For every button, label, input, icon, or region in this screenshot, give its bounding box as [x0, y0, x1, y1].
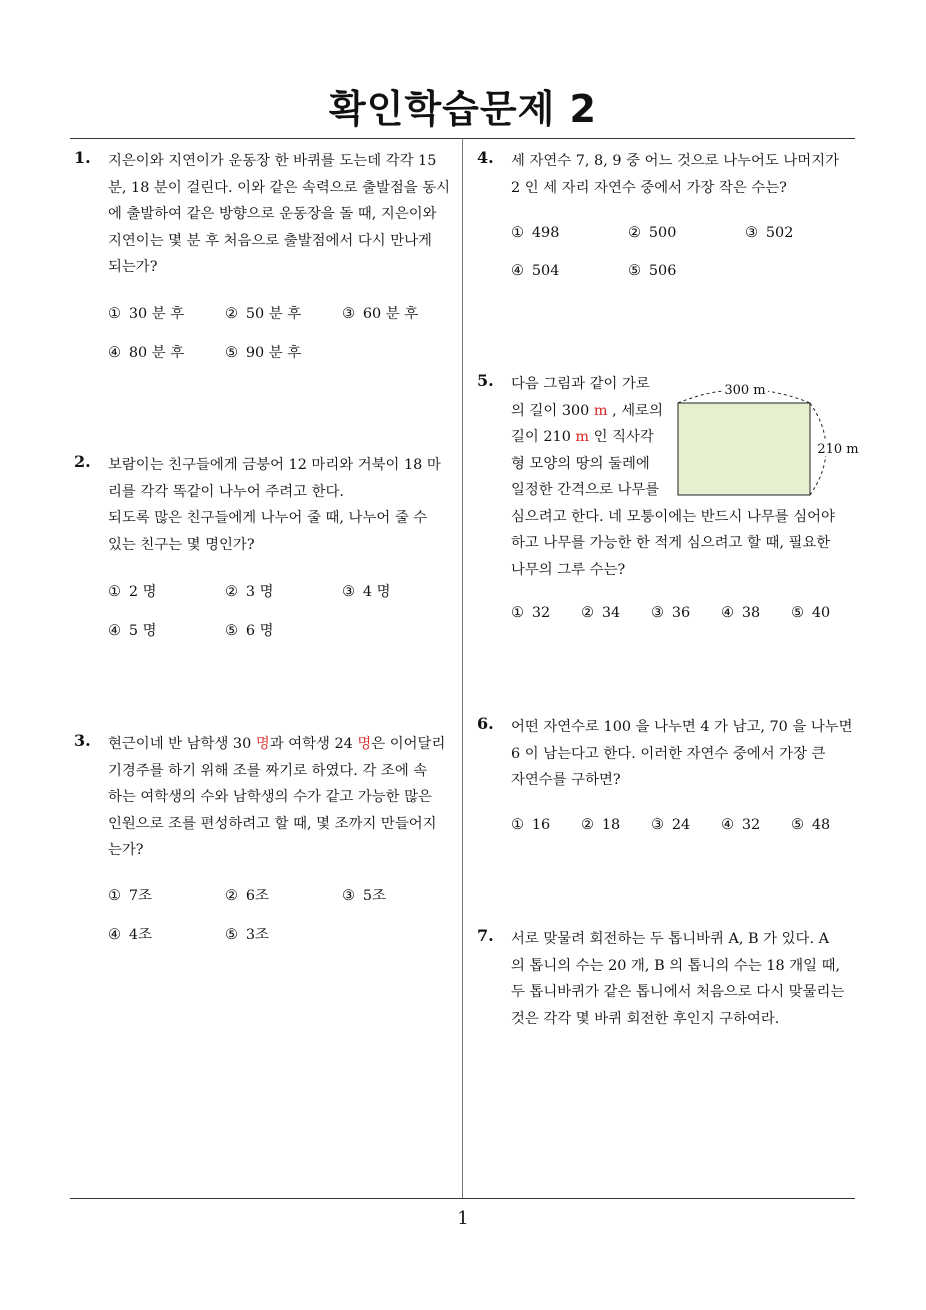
question-line: 기경주를 하기 위해 조를 짜기로 하였다. 각 조에 속: [108, 762, 428, 779]
question-line: 2 인 세 자리 자연수 중에서 가장 작은 수는?: [511, 179, 787, 196]
question-line: 나무의 그루 수는?: [511, 561, 626, 578]
choice-4[interactable]: ④ 32: [721, 817, 761, 833]
choice-2[interactable]: ② 500: [628, 225, 677, 241]
question-line: 두 톱니바퀴가 같은 톱니에서 처음으로 다시 맞물리는: [511, 984, 845, 1000]
question-2: [74, 452, 464, 652]
choice-2[interactable]: ② 6조: [225, 888, 269, 904]
choice-5[interactable]: ⑤ 506: [628, 263, 677, 279]
choice-1[interactable]: ① 30 분 후: [108, 306, 185, 322]
choice-5[interactable]: ⑤ 90 분 후: [225, 345, 302, 361]
question-line: 되는가?: [108, 259, 158, 275]
question-line: 자연수를 구하면?: [511, 772, 621, 788]
choice-3[interactable]: ③ 36: [651, 605, 691, 621]
question-line: 리를 각각 똑같이 나누어 주려고 한다.: [108, 483, 344, 500]
question-line: 형 모양의 땅의 둘레에: [511, 455, 650, 472]
question-line: 다음 그림과 같이 가로: [511, 376, 650, 392]
choice-3[interactable]: ③ 60 분 후: [342, 306, 419, 322]
choice-1[interactable]: ① 2 명: [108, 584, 157, 600]
question-1: [74, 148, 464, 368]
choice-2[interactable]: ② 50 분 후: [225, 306, 302, 322]
bottom-rule: [70, 1198, 855, 1199]
question-number: 3.: [74, 731, 91, 750]
choice-5[interactable]: ⑤ 40: [791, 605, 831, 621]
question-4: [477, 148, 867, 288]
choice-3[interactable]: ③ 5조: [342, 888, 386, 904]
choice-3[interactable]: ③ 24: [651, 817, 691, 833]
page-number: 1: [457, 1208, 469, 1229]
question-line: 일정한 간격으로 나무를: [511, 482, 660, 498]
question-line: 현근이네 반 남학생 30 명과 여학생 24 명은 이어달리: [108, 736, 446, 752]
choice-4[interactable]: ④ 504: [511, 263, 560, 279]
question-line: 길이 210 m 인 직사각: [511, 429, 654, 445]
question-line: 6 이 남는다고 한다. 이러한 자연수 중에서 가장 큰: [511, 745, 826, 762]
choice-3[interactable]: ③ 4 명: [342, 584, 391, 600]
side-length-label: 210 m: [817, 442, 859, 457]
rectangle-land-diagram: [674, 378, 864, 502]
question-line: 의 길이 300 m , 세로의: [511, 402, 663, 419]
question-line: 심으려고 한다. 네 모퉁이에는 반드시 나무를 심어야: [511, 508, 835, 525]
question-line: 하는 여학생의 수와 남학생의 수가 같고 가능한 많은: [108, 789, 432, 805]
choice-1[interactable]: ① 32: [511, 605, 551, 621]
choice-4[interactable]: ④ 4조: [108, 927, 152, 943]
choice-5[interactable]: ⑤ 6 명: [225, 623, 274, 639]
question-text: [108, 731, 460, 864]
question-line: 서로 맞물려 회전하는 두 톱니바퀴 A, B 가 있다. A: [511, 931, 830, 947]
question-number: 5.: [477, 371, 494, 390]
question-text: [511, 148, 859, 201]
question-text: [108, 148, 460, 281]
question-number: 4.: [477, 148, 494, 167]
question-line: 의 톱니의 수는 20 개, B 의 톱니의 수는 18 개일 때,: [511, 957, 841, 974]
question-text: [511, 926, 859, 1032]
question-line: 지은이와 지연이가 운동장 한 바퀴를 도는데 각각 15: [108, 153, 437, 169]
choice-5[interactable]: ⑤ 3조: [225, 927, 269, 943]
choice-4[interactable]: ④ 5 명: [108, 623, 157, 639]
question-line: 하고 나무를 가능한 한 적게 심으려고 할 때, 필요한: [511, 535, 831, 551]
question-line: 보람이는 친구들에게 금붕어 12 마리와 거북이 18 마: [108, 457, 441, 473]
choice-3[interactable]: ③ 502: [745, 225, 794, 241]
top-length-label: 300 m: [724, 383, 766, 398]
question-line: 에 출발하여 같은 방향으로 운동장을 돌 때, 지은이와: [108, 206, 437, 222]
choice-2[interactable]: ② 3 명: [225, 584, 274, 600]
question-line: 어떤 자연수로 100 을 나누면 4 가 남고, 70 을 나누면: [511, 719, 853, 735]
question-number: 1.: [74, 148, 91, 167]
page-title: 확인학습문제 2: [329, 87, 597, 131]
land-rectangle: [678, 403, 810, 495]
question-number: 7.: [477, 926, 494, 945]
choice-1[interactable]: ① 7조: [108, 888, 152, 904]
question-line: 세 자연수 7, 8, 9 중 어느 것으로 나누어도 나머지가: [511, 153, 840, 169]
question-line: 분, 18 분이 걸린다. 이와 같은 속력으로 출발점을 동시: [108, 179, 451, 196]
question-number: 2.: [74, 452, 91, 471]
question-line: 는가?: [108, 842, 144, 858]
question-line: 있는 친구는 몇 명인가?: [108, 536, 255, 553]
question-number: 6.: [477, 714, 494, 733]
question-7: [477, 926, 867, 1046]
question-line: 것은 각각 몇 바퀴 회전한 후인지 구하여라.: [511, 1010, 780, 1027]
choice-2[interactable]: ② 18: [581, 817, 621, 833]
choice-4[interactable]: ④ 38: [721, 605, 761, 621]
question-line: 인원으로 조를 편성하려고 할 때, 몇 조까지 만들어지: [108, 815, 437, 832]
question-text: [511, 714, 859, 794]
question-line: 지연이는 몇 분 후 처음으로 출발점에서 다시 만나게: [108, 232, 432, 249]
choice-4[interactable]: ④ 80 분 후: [108, 345, 185, 361]
question-line: 되도록 많은 친구들에게 나누어 줄 때, 나누어 줄 수: [108, 510, 428, 526]
choice-5[interactable]: ⑤ 48: [791, 817, 831, 833]
choice-2[interactable]: ② 34: [581, 605, 621, 621]
choice-1[interactable]: ① 16: [511, 817, 551, 833]
question-text: [108, 452, 460, 558]
question-3: [74, 731, 464, 951]
choice-1[interactable]: ① 498: [511, 225, 560, 241]
question-6: [477, 714, 867, 854]
